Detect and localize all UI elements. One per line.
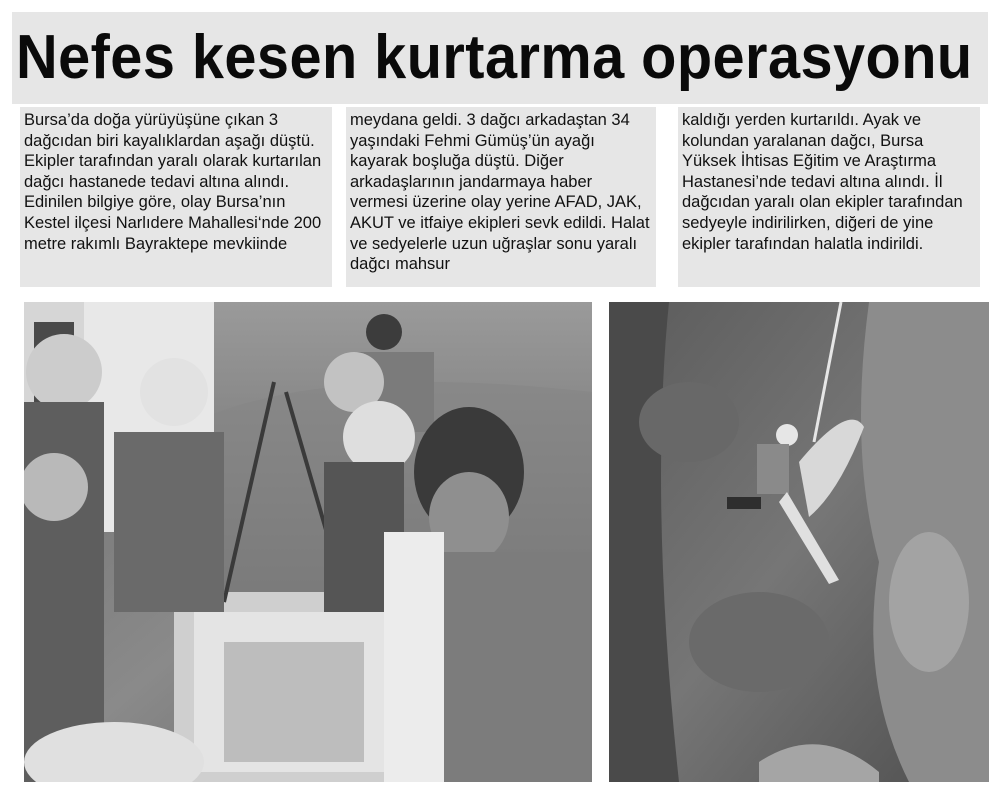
article-column-2 [346, 107, 656, 287]
article-text-2: meydana geldi. 3 dağcı arkadaştan 34 yaşındaki Fehmi Gümüş’ün ayağı kayarak boşluğa düştü. Diğer arkadaşlarının jandarmaya haber vermesi üzerine olay yerine AFAD, JAK, AKUT ve itfaiye ekipleri sevk edildi. Halat ve sedyelerle uzun uğraşlar sonu yaralı dağcı mahsur [350, 111, 650, 274]
rescue-team-photo [24, 302, 592, 782]
article-column-1 [20, 107, 332, 287]
rescue-team-photo-image [24, 302, 592, 782]
article-column-3 [678, 107, 980, 287]
article-text-1: Bursa’da doğa yürüyüşüne çıkan 3 dağcıdan biri kayalıklardan aşağı düştü. Ekipler tarafından yaralı olarak kurtarılan dağcı hastanede tedavi altına alındı. Edinilen bilgiye göre, olay Bursa’nın Kestel ilçesi Narlıdere Mahallesi‘nde 200 metre rakımlı Bayraktepe mevkiinde [24, 111, 322, 253]
cliff-rescue-photo [609, 302, 989, 782]
cliff-rescue-photo-image [609, 302, 989, 782]
headline: Nefes kesen kurtarma operasyonu [16, 23, 973, 92]
article-text-3: kaldığı yerden kurtarıldı. Ayak ve kolundan yaralanan dağcı, Bursa Yüksek İhtisas Eğitim ve Araştırma Hastanesi’nde tedavi altına alındı. İl dağcıdan yaralı olan ekipler tarafından sedyeyle indirilirken, diğeri de yine ekipler tarafından halatla indirildi. [682, 111, 963, 253]
